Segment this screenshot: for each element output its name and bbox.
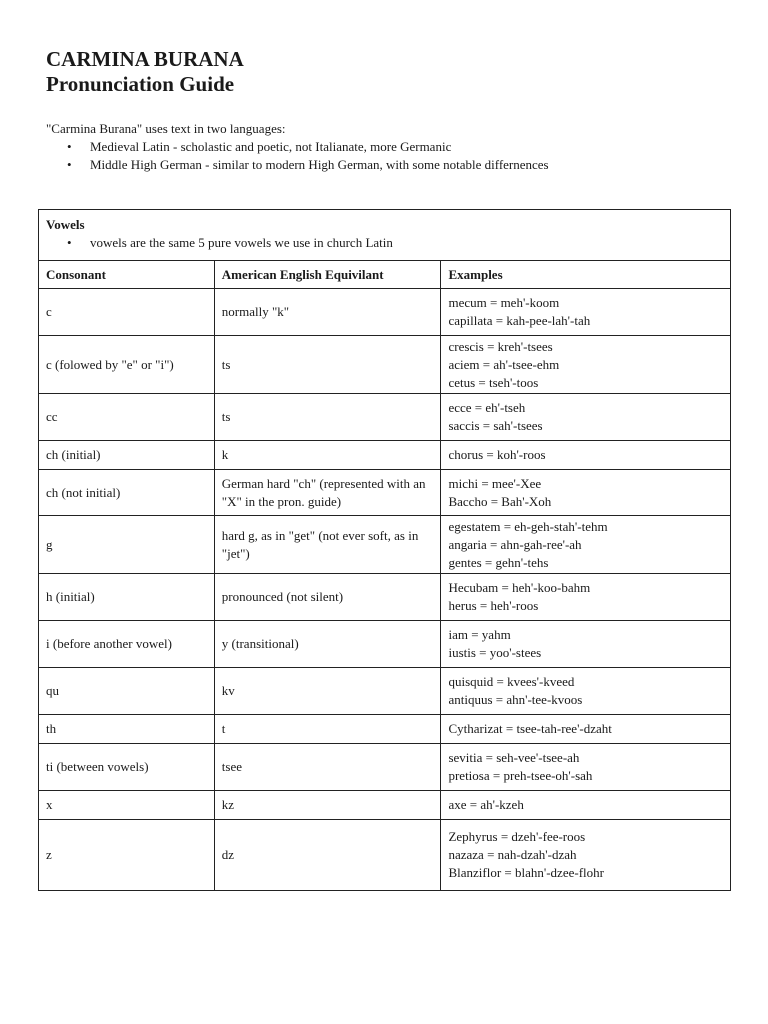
example-line: Baccho = Bah'-Xoh [448,493,552,509]
example-line: Hecubam = heh'-koo-bahm [448,580,591,595]
table-row [39,744,731,791]
examples-cell [441,441,731,470]
document-subtitle: Pronunciation Guide [46,72,235,96]
example-line: ecce = eh'-tseh [448,400,526,415]
language-list [46,138,549,174]
example-line: pretiosa = preh-tsee-oh'-sah [448,768,593,783]
intro-section [46,120,549,174]
vowels-cell [39,210,731,261]
equivalent-cell: ts [214,394,441,441]
table-row [39,516,731,574]
consonant-cell: i (before another vowel) [39,621,215,668]
example-line: capillata = kah-pee-lah'-tah [448,313,591,328]
example-line: iustis = yoo'-stees [448,645,542,660]
document-title: CARMINA BURANA [46,47,244,71]
vowels-title: Vowels [46,217,85,232]
equivalent-cell: kv [214,668,441,715]
consonant-cell: qu [39,668,215,715]
examples-cell [441,715,731,744]
table-row [39,820,731,891]
language-item-latin: • Medieval Latin - scholastic and poetic, not Italianate, more Germanic [46,138,549,156]
examples-cell [441,289,731,336]
vowels-row [39,210,731,261]
equivalent-cell: normally "k" [214,289,441,336]
example-line: nazaza = nah-dzah'-dzah [448,847,577,862]
table-row [39,336,731,394]
equivalent-cell: ts [214,336,441,394]
consonant-cell: cc [39,394,215,441]
consonant-cell: ch (initial) [39,441,215,470]
equivalent-cell: German hard "ch" (represented with an "X" in the pron. guide) [214,470,441,516]
equivalent-cell: tsee [214,744,441,791]
table-row [39,470,731,516]
consonant-cell: h (initial) [39,574,215,621]
example-line: Blanziflor = blahn'-dzee-flohr [448,865,604,880]
examples-cell [441,820,731,891]
header-equivalent: American English Equivilant [214,261,441,289]
equivalent-cell: k [214,441,441,470]
example-line: cetus = tseh'-toos [448,374,539,390]
title-block [46,47,244,97]
header-consonant: Consonant [39,261,215,289]
vowels-list [46,234,723,252]
table-row [39,289,731,336]
equivalent-cell: t [214,715,441,744]
consonant-cell: c [39,289,215,336]
consonant-cell: z [39,820,215,891]
examples-cell [441,791,731,820]
consonant-cell: ti (between vowels) [39,744,215,791]
example-line: egestatem = eh-geh-stah'-tehm [448,518,608,534]
examples-cell [441,574,731,621]
example-line: axe = ah'-kzeh [448,797,524,812]
table-row [39,715,731,744]
consonant-cell: c (folowed by "e" or "i") [39,336,215,394]
example-line: michi = mee'-Xee [448,475,542,491]
example-line: mecum = meh'-koom [448,295,560,310]
table-row [39,574,731,621]
consonant-cell: ch (not initial) [39,470,215,516]
equivalent-cell: y (transitional) [214,621,441,668]
vowels-note: • vowels are the same 5 pure vowels we use in church Latin [46,234,723,252]
example-line: saccis = sah'-tsees [448,418,543,433]
example-line: herus = heh'-roos [448,598,539,613]
header-examples: Examples [441,261,731,289]
pronunciation-table [38,209,731,891]
example-line: crescis = kreh'-tsees [448,338,553,354]
consonant-cell: th [39,715,215,744]
equivalent-cell: hard g, as in "get" (not ever soft, as in "jet") [214,516,441,574]
table-row [39,441,731,470]
equivalent-cell: kz [214,791,441,820]
table-row [39,791,731,820]
examples-cell [441,744,731,791]
table-header-row [39,261,731,289]
example-line: iam = yahm [448,627,511,642]
examples-cell [441,336,731,394]
intro-text: "Carmina Burana" uses text in two languages: [46,121,286,136]
example-line: Zephyrus = dzeh'-fee-roos [448,829,586,844]
equivalent-cell: dz [214,820,441,891]
example-line: chorus = koh'-roos [448,447,546,462]
equivalent-cell: pronounced (not silent) [214,574,441,621]
table-row [39,668,731,715]
example-line: angaria = ahn-gah-ree'-ah [448,536,582,552]
table-row [39,394,731,441]
example-line: quisquid = kvees'-kveed [448,674,575,689]
examples-cell [441,394,731,441]
examples-cell [441,516,731,574]
example-line: Cytharizat = tsee-tah-ree'-dzaht [448,721,612,736]
examples-cell [441,621,731,668]
example-line: antiquus = ahn'-tee-kvoos [448,692,583,707]
examples-cell [441,668,731,715]
consonant-cell: g [39,516,215,574]
table-row [39,621,731,668]
example-line: gentes = gehn'-tehs [448,554,549,570]
language-item-german: • Middle High German - similar to modern High German, with some notable differnences [46,156,549,174]
examples-cell [441,470,731,516]
example-line: sevitia = seh-vee'-tsee-ah [448,750,580,765]
consonant-cell: x [39,791,215,820]
example-line: aciem = ah'-tsee-ehm [448,356,560,372]
